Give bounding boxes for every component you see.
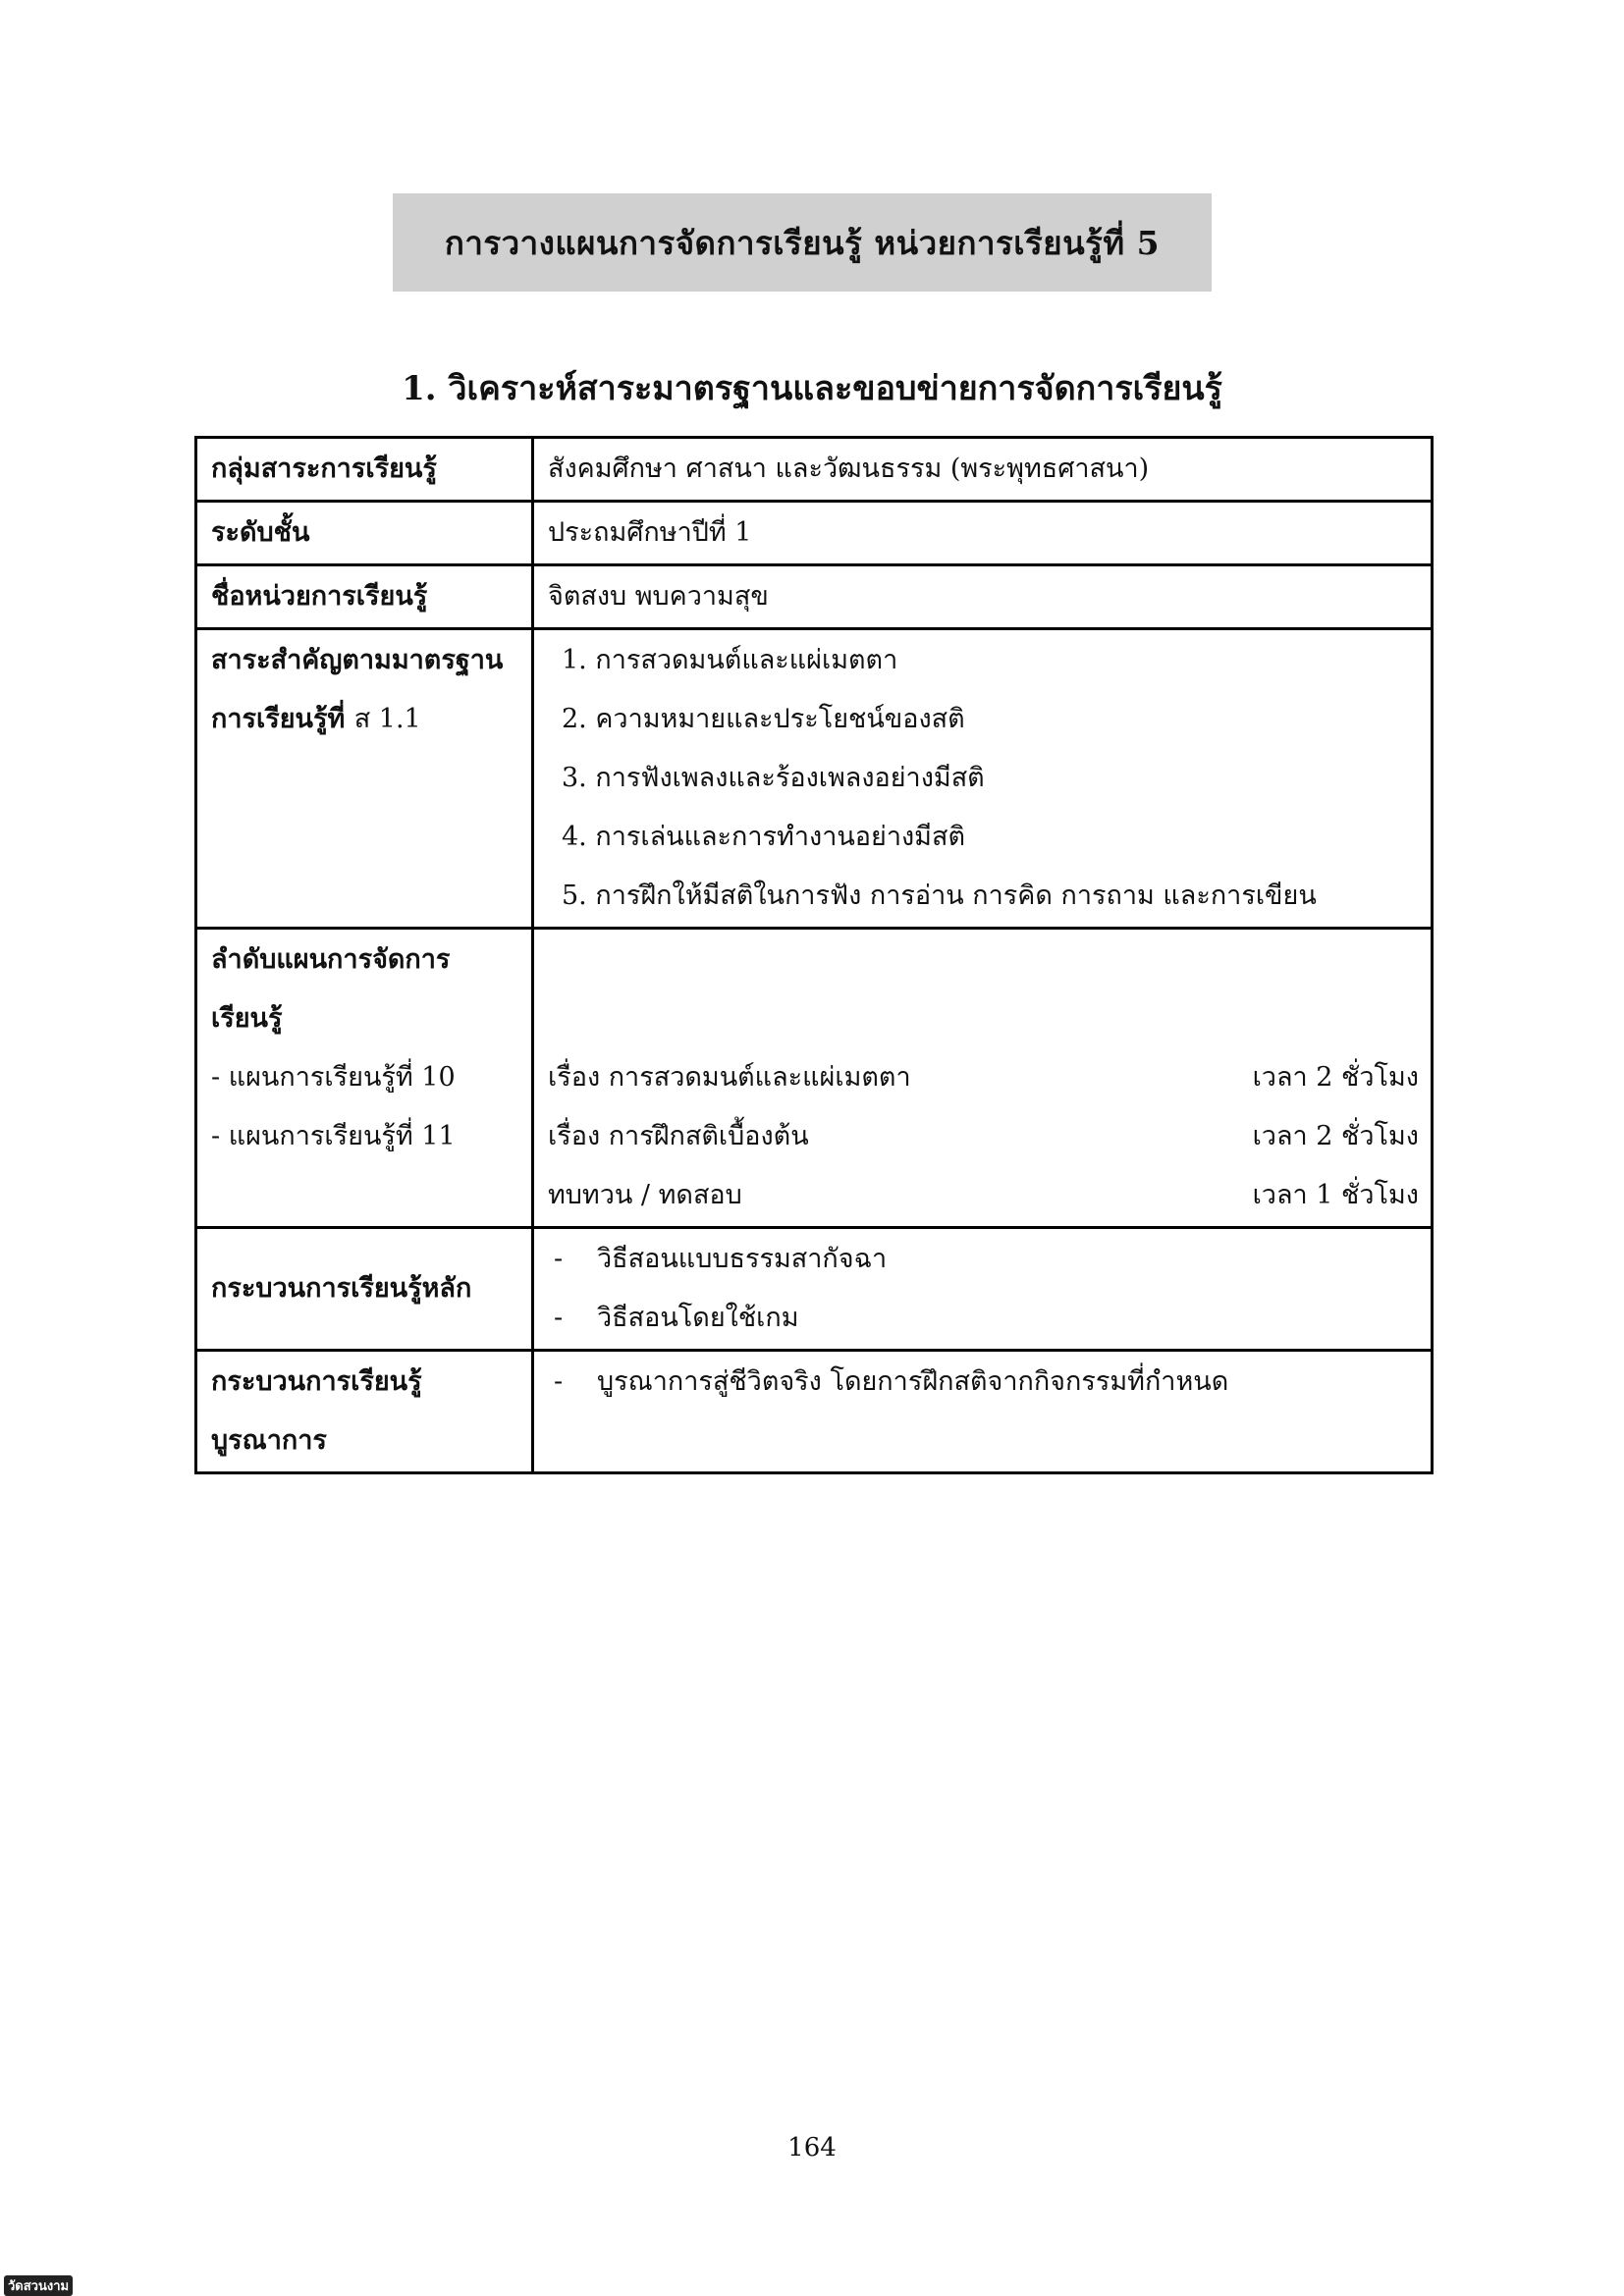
schedule-topic: เรื่อง การฝึกสติเบื้องต้น <box>548 1121 809 1151</box>
learning-plan-table <box>194 436 1434 1474</box>
schedule-row <box>548 1048 1419 1107</box>
key-content-label-text: การเรียนรู้ที่ <box>211 704 346 734</box>
spacer <box>548 989 1419 1048</box>
sequence-label <box>196 929 533 1228</box>
integrated-label-line1: กระบวนการเรียนรู้ <box>211 1366 422 1397</box>
list-item: 4. การเล่นและการทำงานอย่างมีสติ <box>562 822 965 852</box>
grade-value: ประถมศึกษาปีที่ 1 <box>533 502 1433 565</box>
schedule-row <box>548 1107 1419 1166</box>
schedule-time: เวลา 2 ชั่วโมง <box>1252 1062 1419 1093</box>
table-row-unit-name <box>196 565 1433 629</box>
table-row-key-content <box>196 629 1433 929</box>
integrated-process-label <box>196 1351 533 1473</box>
table-row-grade <box>196 502 1433 565</box>
unit-name-label: ชื่อหน่วยการเรียนรู้ <box>196 565 533 629</box>
schedule-topic: ทบทวน / ทดสอบ <box>548 1180 742 1210</box>
spacer <box>548 931 1419 989</box>
subject-area-label: กลุ่มสาระการเรียนรู้ <box>196 438 533 502</box>
key-content-label-line2 <box>211 690 519 749</box>
sequence-label-line2: เรียนรู้ <box>211 1003 283 1034</box>
schedule-time: เวลา 2 ชั่วโมง <box>1252 1121 1419 1151</box>
grade-label: ระดับชั้น <box>196 502 533 565</box>
list-item: 5. การฝึกให้มีสติในการฟัง การอ่าน การคิด การถาม และการเขียน <box>562 881 1317 911</box>
integrated-label-line2: บูรณาการ <box>211 1425 327 1456</box>
list-item <box>548 1289 1419 1348</box>
schedule-row <box>548 1166 1419 1225</box>
list-item: 1. การสวดมนต์และแผ่เมตตา <box>562 645 898 675</box>
sequence-schedule <box>533 929 1433 1228</box>
bullet: - <box>554 1303 564 1333</box>
table-row-subject-area <box>196 438 1433 502</box>
unit-name-value: จิตสงบ พบความสุข <box>533 565 1433 629</box>
list-item-text: วิธีสอนโดยใช้เกม <box>597 1303 799 1333</box>
plan-10-label: - แผนการเรียนรู้ที่ 10 <box>211 1062 456 1093</box>
table-row-main-process <box>196 1228 1433 1351</box>
table-row-integrated-process <box>196 1351 1433 1473</box>
list-item: 2. ความหมายและประโยชน์ของสติ <box>562 704 965 734</box>
subject-area-value: สังคมศึกษา ศาสนา และวัฒนธรรม (พระพุทธศาสนา) <box>533 438 1433 502</box>
plan-11-label: - แผนการเรียนรู้ที่ 11 <box>211 1121 456 1151</box>
list-item-text: วิธีสอนแบบธรรมสากัจฉา <box>597 1244 888 1274</box>
table-row-sequence <box>196 929 1433 1228</box>
sequence-label-line1: ลำดับแผนการจัดการ <box>211 944 451 975</box>
page-number: 164 <box>787 2133 837 2163</box>
bullet: - <box>554 1366 564 1397</box>
list-item: 3. การฟังเพลงและร้องเพลงอย่างมีสติ <box>562 763 985 793</box>
main-process-list <box>533 1228 1433 1351</box>
list-item <box>548 1353 1419 1412</box>
key-content-label-line1: สาระสำคัญตามมาตรฐาน <box>211 645 504 675</box>
integrated-process-list <box>533 1351 1433 1473</box>
list-item <box>548 1230 1419 1289</box>
main-process-label: กระบวนการเรียนรู้หลัก <box>196 1228 533 1351</box>
schedule-time: เวลา 1 ชั่วโมง <box>1252 1180 1419 1210</box>
bullet: - <box>554 1244 564 1274</box>
key-content-list <box>533 629 1433 929</box>
document-title-banner <box>393 193 1212 292</box>
standard-code: ส 1.1 <box>353 704 421 734</box>
section-heading: 1. วิเคราะห์สาระมาตรฐานและขอบข่ายการจัดการเรียนรู้ <box>402 369 1222 408</box>
watermark-logo: วัดสวนงาม <box>4 2275 73 2296</box>
list-item-text: บูรณาการสู่ชีวิตจริง โดยการฝึกสติจากกิจกรรมที่กำหนด <box>597 1366 1229 1397</box>
document-title: การวางแผนการจัดการเรียนรู้ หน่วยการเรียนรู้ที่ 5 <box>444 223 1161 262</box>
schedule-topic: เรื่อง การสวดมนต์และแผ่เมตตา <box>548 1062 911 1093</box>
key-content-label <box>196 629 533 929</box>
